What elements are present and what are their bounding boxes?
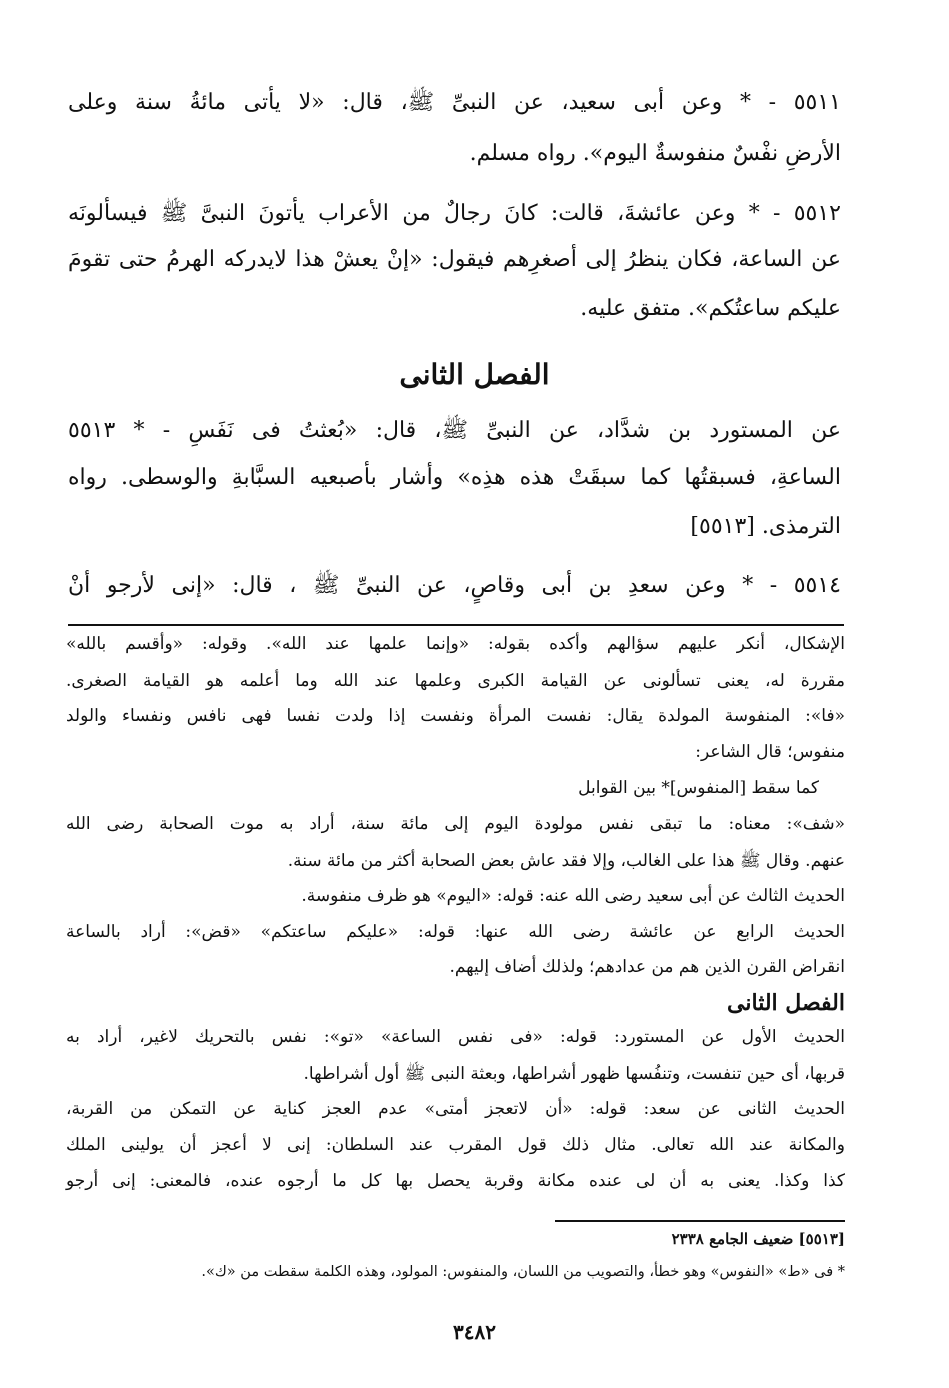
commentary-line: منفوس؛ قال الشاعر: xyxy=(695,742,845,762)
commentary-section-heading: الفصل الثانى xyxy=(727,990,845,1016)
hadith-5513-line-2: الساعةِ، فسبقتُها كما سبقَتْ هذه هذِه» وأشار بأصبعيه السبَّابةِ والوسطى. رواه xyxy=(68,465,841,490)
hadith-5514-line-1: ٥٥١٤ - * وعن سعدِ بن أبى وقاصٍ، عن النبىِّ ﷺ ، قال: «إنى لأرجو أنْ xyxy=(68,573,841,598)
commentary-line: انقراض القرن الذين هم من عدادهم؛ ولذلك أضاف إليهم. xyxy=(449,957,845,977)
footnote-divider xyxy=(555,1220,845,1222)
commentary-line: مقررة له، يعنى تسألونى عن القيامة الكبرى وعلمها عند الله وما أعلمه هو القيامة الصغرى. xyxy=(66,671,845,691)
hadith-5512-line-2: عن الساعة، فكان ينظرُ إلى أصغرِهم فيقول: «إنْ يعشْ هذا لايدركه الهرمُ حتى تقومَ xyxy=(68,247,841,272)
commentary-line: الحديث الثانى عن سعد: قوله: «أن لاتعجز أمتى» عدم العجز كناية عن التمكن من القربة، xyxy=(66,1099,845,1119)
hadith-5513-line-3: الترمذى. [٥٥١٣] xyxy=(690,514,841,539)
commentary-line: والمكانة عند الله تعالى. مثال ذلك قول المقرب عند السلطان: إنى لا أعجز أن يولينى الملك xyxy=(66,1135,845,1155)
page-number: ٣٤٨٢ xyxy=(453,1320,496,1344)
commentary-line: الإشكال، أنكر عليهم سؤالهم وأكده بقوله: «وإنما علمها عند الله». وقوله: «وأقسم بالله» xyxy=(66,634,845,654)
commentary-line: «فا»: المنفوسة المولدة يقال: نفست المرأة ونفست إذا ولدت نفسا فهى نافس ونفساء والولد xyxy=(66,706,845,726)
section-heading: الفصل الثانى xyxy=(399,358,550,391)
footnote-reference: [٥٥١٣] ضعيف الجامع ٢٣٣٨ xyxy=(671,1230,845,1248)
hadith-5513-line-1: عن المستورد بن شدَّاد، عن النبىِّ ﷺ، قال: «بُعثتُ فى نَفَسِ - * ٥٥١٣ xyxy=(68,418,841,443)
commentary-line: كذا وكذا. يعنى به أن لى عنده مكانة وقربة يحصل بها كل ما أرجوه عنده، فالمعنى: إنى أرجو xyxy=(66,1171,845,1191)
hadith-5512-line-1: ٥٥١٢ - * وعن عائشةَ، قالت: كانَ رجالٌ من الأعراب يأتونَ النبىَّ ﷺ فيسألونَه xyxy=(68,201,841,226)
commentary-line: عنهم. وقال ﷺ هذا على الغالب، وإلا فقد عاش بعض الصحابة أكثر من مائة سنة. xyxy=(287,851,845,871)
commentary-line: الحديث الأول عن المستورد: قوله: «فى نفس الساعة» «تو»: نفس بالتحريك لاغير، أراد به xyxy=(66,1027,845,1047)
commentary-line: قربها، أى حين تنفست، وتنفُسها ظهور أشراطها، وبعثة النبى ﷺ أول أشراطها. xyxy=(303,1064,845,1084)
commentary-line: الحديث الثالث عن أبى سعيد رضى الله عنه: قوله: «اليوم» هو ظرف منفوسة. xyxy=(301,886,845,906)
hadith-5512-line-3: عليكم ساعتُكم». متفق عليه. xyxy=(580,296,841,321)
commentary-line: الحديث الرابع عن عائشة رضى الله عنها: قوله: «عليكم ساعتكم» «قض»: أراد بالساعة xyxy=(66,922,845,942)
commentary-divider xyxy=(68,624,844,626)
poetry-line: كما سقط [المنفوس]* بين القوابل xyxy=(578,778,819,798)
footnote-note: * فى «ط» «النفوس» وهو خطأ، والتصويب من اللسان، والمنفوس: المولود، وهذه الكلمة سقطت من «ك». xyxy=(201,1264,845,1280)
hadith-5511-line-1: ٥٥١١ - * وعن أبى سعيد، عن النبىِّ ﷺ، قال: «لا يأتى مائةُ سنة وعلى xyxy=(68,90,841,115)
hadith-5511-line-2: الأرضِ نفْسٌ منفوسةٌ اليوم». رواه مسلم. xyxy=(469,141,841,166)
commentary-line: «شف»: معناه: ما تبقى نفس مولودة اليوم إلى مائة سنة، أراد به موت الصحابة رضى الله xyxy=(66,814,845,834)
